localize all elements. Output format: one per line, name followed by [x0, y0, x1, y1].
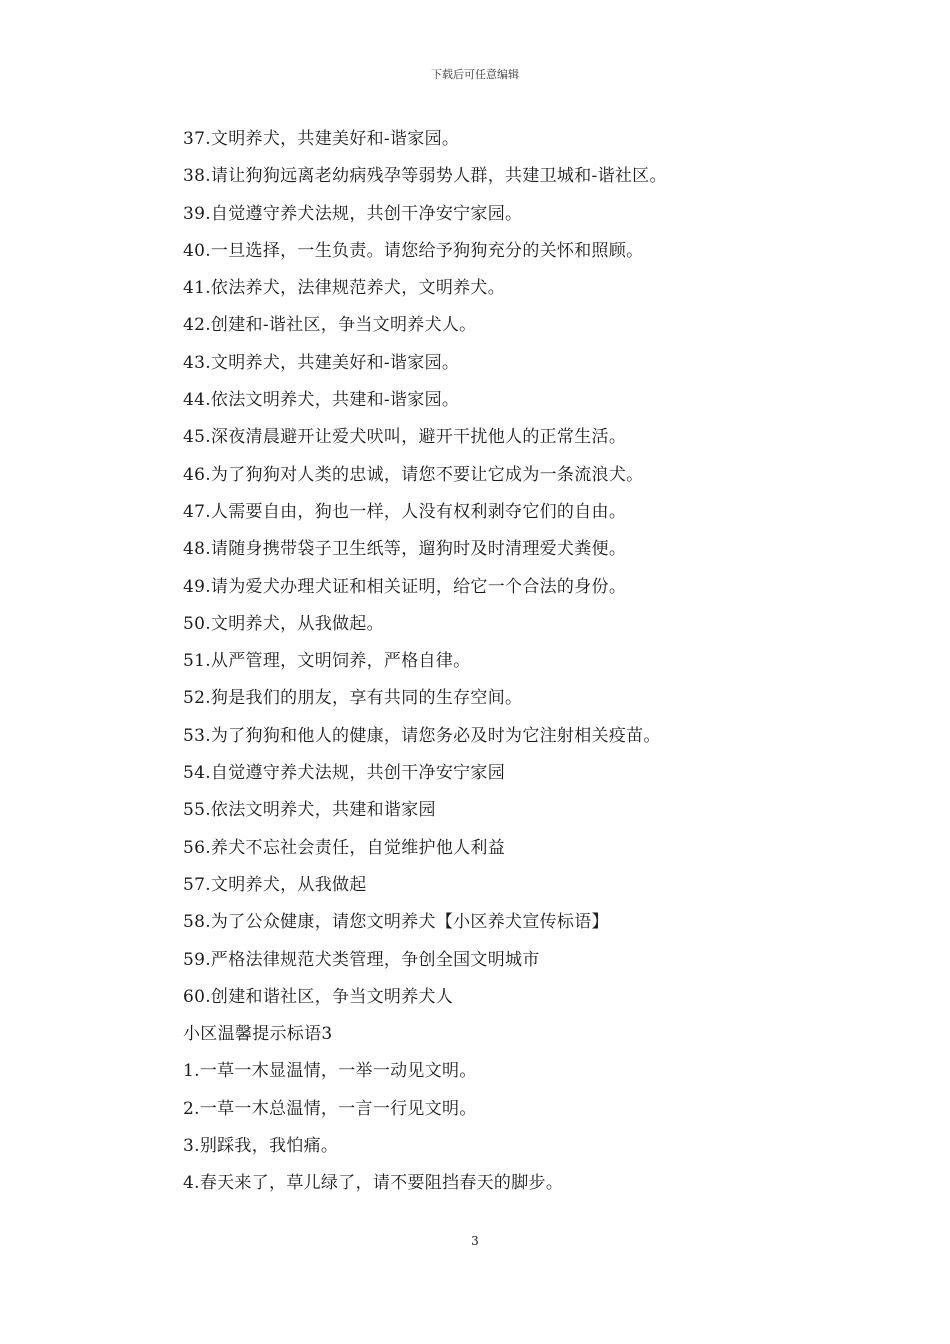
- slogan-line: 49.请为爱犬办理犬证和相关证明，给它一个合法的身份。: [183, 576, 627, 597]
- document-body: [183, 121, 783, 1203]
- slogan-line: 57.文明养犬，从我做起: [183, 874, 367, 895]
- slogan-line: 56.养犬不忘社会责任，自觉维护他人利益: [183, 837, 506, 858]
- slogan-line: 39.自觉遵守养犬法规，共创干净安宁家园。: [183, 203, 523, 224]
- page-number: 3: [471, 1234, 479, 1248]
- slogan-line: 51.从严管理，文明饲养，严格自律。: [183, 651, 471, 672]
- slogan-line: 60.创建和谐社区，争当文明养犬人: [183, 986, 454, 1007]
- slogan-line: 58.为了公众健康，请您文明养犬【小区养犬宣传标语】: [183, 912, 609, 933]
- slogan-line: 53.为了狗狗和他人的健康，请您务必及时为它注射相关疫苗。: [183, 725, 661, 746]
- slogan-line: 45.深夜清晨避开让爱犬吠叫，避开干扰他人的正常生活。: [183, 427, 627, 448]
- slogan-line: 44.依法文明养犬，共建和-谐家园。: [183, 390, 460, 411]
- slogan-line: 54.自觉遵守养犬法规，共创干净安宁家园: [183, 763, 506, 784]
- page-header: 下载后可任意编辑: [431, 68, 519, 81]
- slogan-line: 59.严格法律规范犬类管理，争创全国文明城市: [183, 949, 540, 970]
- slogan-line: 37.文明养犬，共建美好和-谐家园。: [183, 129, 460, 149]
- slogan-line: 2.一草一木总温情，一言一行见文明。: [183, 1098, 477, 1119]
- slogan-line: 43.文明养犬，共建美好和-谐家园。: [183, 352, 460, 373]
- slogan-line: 52.狗是我们的朋友，享有共同的生存空间。: [183, 688, 523, 709]
- slogan-line: 48.请随身携带袋子卫生纸等，遛狗时及时清理爱犬粪便。: [183, 539, 627, 560]
- slogan-line: 3.别踩我，我怕痛。: [183, 1136, 339, 1157]
- slogan-line: 46.为了狗狗对人类的忠诚，请您不要让它成为一条流浪犬。: [183, 464, 644, 485]
- slogan-line: 1.一草一木显温情，一举一动见文明。: [183, 1061, 477, 1082]
- slogan-line: 50.文明养犬，从我做起。: [183, 613, 384, 634]
- slogan-line: 42.创建和-谐社区，争当文明养犬人。: [183, 315, 477, 336]
- slogan-line: 41.依法养犬，法律规范养犬，文明养犬。: [183, 278, 506, 299]
- slogan-line: 47.人需要自由，狗也一样，人没有权利剥夺它们的自由。: [183, 501, 627, 522]
- slogan-line: 4.春天来了，草儿绿了，请不要阻挡春天的脚步。: [183, 1173, 564, 1194]
- slogan-line: 38.请让狗狗远离老幼病残孕等弱势人群，共建卫城和-谐社区。: [183, 166, 667, 187]
- slogan-line: 40.一旦选择，一生负责。请您给予狗狗充分的关怀和照顾。: [183, 240, 644, 261]
- section-heading: 小区温馨提示标语3: [183, 1024, 333, 1045]
- slogan-line: 55.依法文明养犬，共建和谐家园: [183, 800, 436, 821]
